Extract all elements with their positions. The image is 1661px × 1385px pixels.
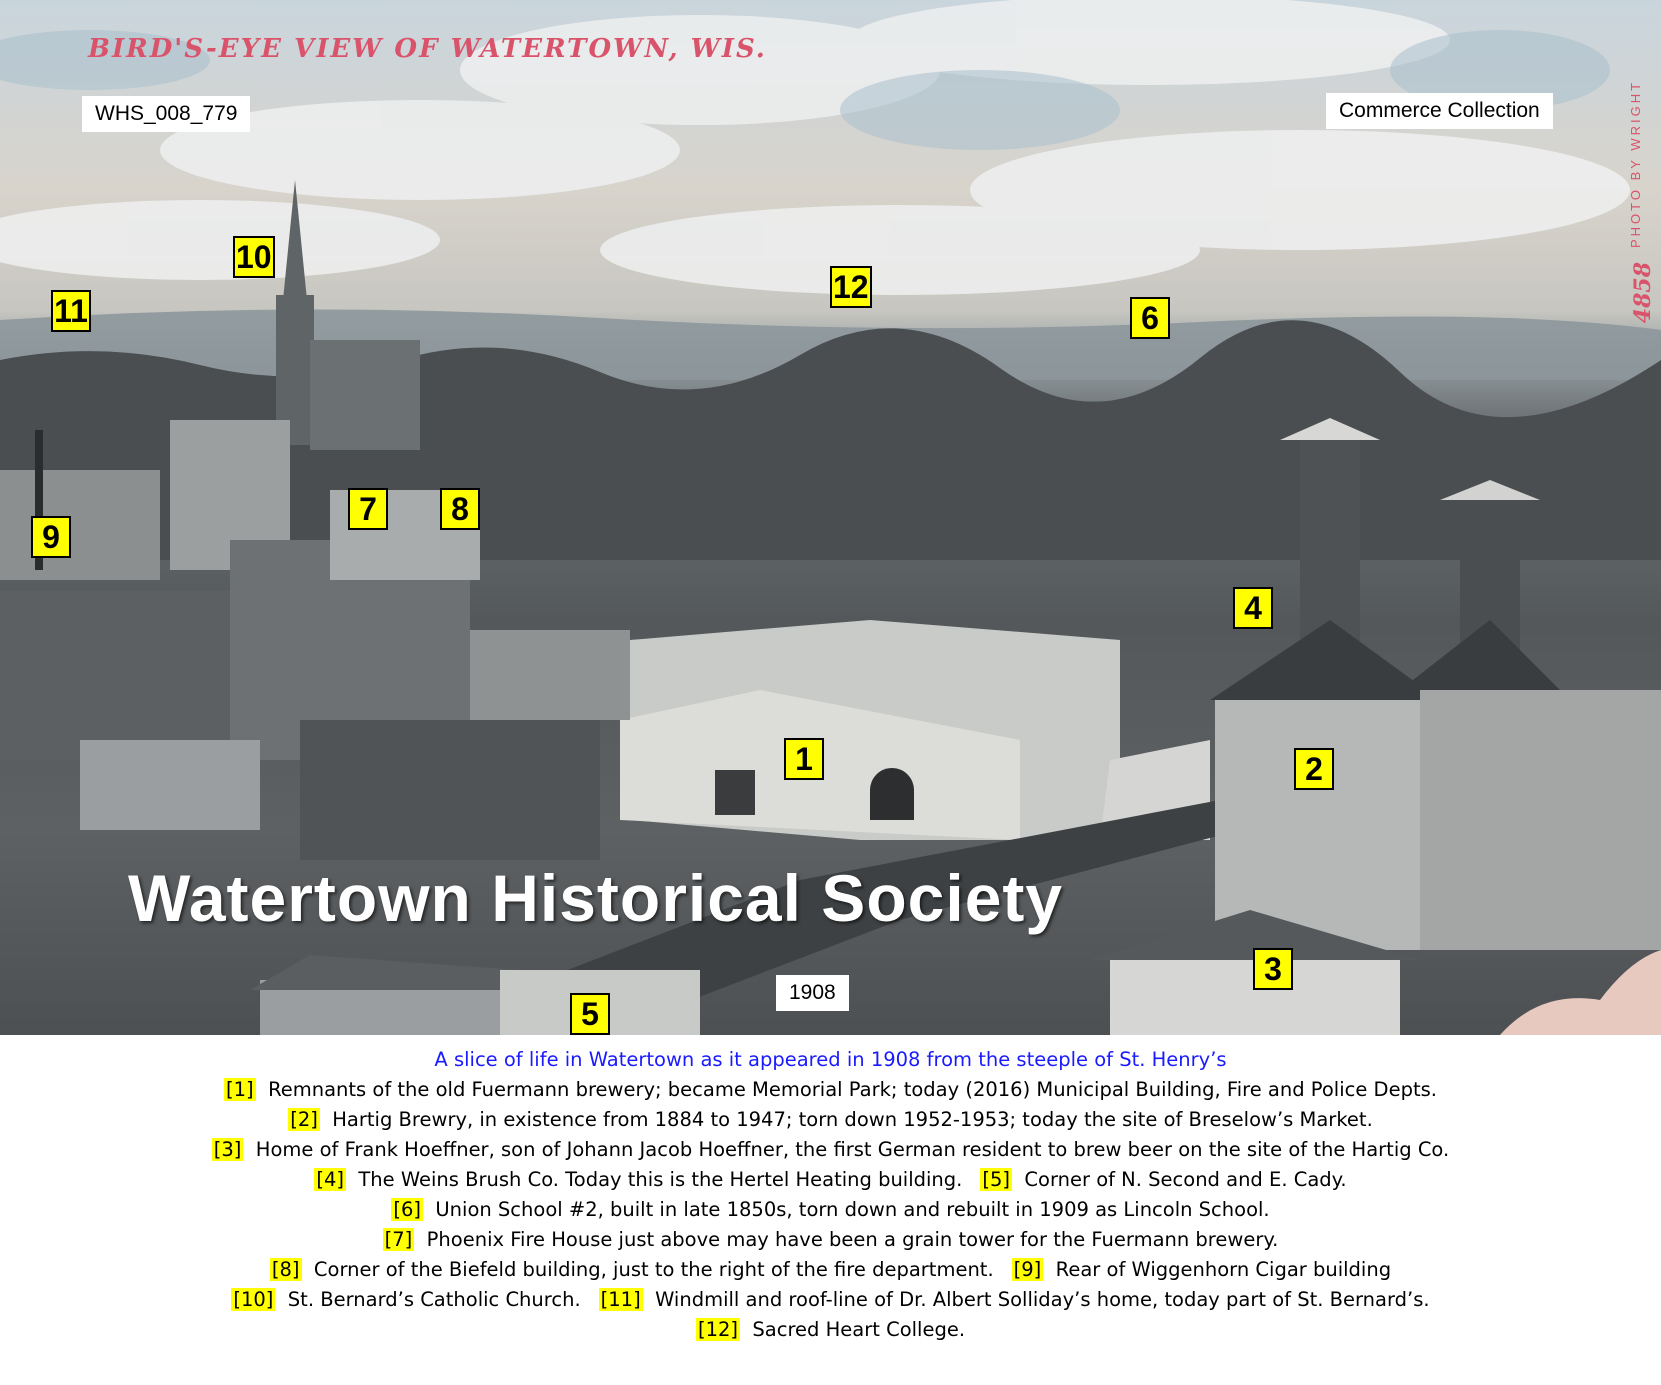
caption-text: The Weins Brush Co. Today this is the Hertel Heating building.: [345, 1168, 963, 1191]
marker-9: 9: [31, 516, 71, 558]
caption-tag: [3]: [213, 1138, 242, 1161]
caption-tag: [5]: [982, 1168, 1010, 1191]
marker-12: 12: [830, 266, 872, 308]
marker-6: 6: [1130, 297, 1170, 339]
year-label: 1908: [776, 975, 849, 1011]
caption-text: Sacred Heart College.: [740, 1318, 966, 1341]
caption-text: St. Bernard’s Catholic Church.: [275, 1288, 581, 1311]
caption-tag: [11]: [600, 1288, 641, 1311]
caption-line: [0, 1225, 1661, 1255]
marker-1: 1: [784, 738, 824, 780]
card-number: 4858: [1630, 262, 1656, 324]
caption-block: [0, 1045, 1661, 1345]
marker-4: 4: [1233, 587, 1273, 629]
torn-corner: [1500, 950, 1661, 1035]
collection-label: Commerce Collection: [1326, 93, 1553, 129]
caption-line: [0, 1105, 1661, 1135]
caption-text: Rear of Wiggenhorn Cigar building: [1043, 1258, 1392, 1281]
caption-text: Windmill and roof-line of Dr. Albert Solliday’s home, today part of St. Bernard’s.: [642, 1288, 1430, 1311]
caption-line: [0, 1195, 1661, 1225]
postcard-title: BIRD'S-EYE VIEW OF WATERTOWN, WIS.: [88, 34, 767, 64]
caption-line: [0, 1135, 1661, 1165]
caption-text: Hartig Brewry, in existence from 1884 to 1947; torn down 1952-1953; today the site of Breselow’s Market.: [319, 1108, 1373, 1131]
caption-tag: [1]: [226, 1078, 254, 1101]
marker-8: 8: [440, 488, 480, 530]
caption-text: Corner of the Biefeld building, just to the right of the fire department.: [301, 1258, 994, 1281]
caption-line: [0, 1165, 1661, 1195]
caption-tag: [8]: [271, 1258, 300, 1281]
caption-text: Corner of N. Second and E. Cady.: [1012, 1168, 1347, 1191]
watermark-text: Watertown Historical Society: [128, 861, 1064, 935]
caption-intro: A slice of life in Watertown as it appeared in 1908 from the steeple of St. Henry’s: [434, 1048, 1227, 1071]
marker-5: 5: [570, 993, 610, 1035]
marker-3: 3: [1253, 948, 1293, 990]
caption-tag: [7]: [384, 1228, 413, 1251]
caption-line: [0, 1285, 1661, 1315]
marker-7: 7: [348, 488, 388, 530]
caption-tag: [9]: [1013, 1258, 1042, 1281]
marker-10: 10: [233, 236, 275, 278]
caption-lines: [0, 1075, 1661, 1345]
caption-tag: [4]: [316, 1168, 344, 1191]
caption-tag: [6]: [393, 1198, 421, 1221]
caption-tag: [12]: [697, 1318, 738, 1341]
marker-2: 2: [1294, 748, 1334, 790]
caption-text: Home of Frank Hoeffner, son of Johann Jacob Hoeffner, the first German resident to brew beer on the site of the Hartig Co.: [243, 1138, 1450, 1161]
caption-line: [0, 1255, 1661, 1285]
caption-text: Phoenix Fire House just above may have been a grain tower for the Fuermann brewery.: [414, 1228, 1279, 1251]
catalog-id-label: WHS_008_779: [82, 96, 250, 132]
caption-text: Remnants of the old Fuermann brewery; became Memorial Park; today (2016) Municipal Building, Fire and Police Depts.: [255, 1078, 1437, 1101]
caption-tag: [10]: [233, 1288, 274, 1311]
caption-text: Union School #2, built in late 1850s, torn down and rebuilt in 1909 as Lincoln School.: [423, 1198, 1270, 1221]
marker-11: 11: [51, 290, 91, 332]
caption-line: [0, 1315, 1661, 1345]
caption-tag: [2]: [290, 1108, 318, 1131]
photo-credit: PHOTO BY WRIGHT: [1628, 80, 1643, 249]
caption-line: [0, 1075, 1661, 1105]
